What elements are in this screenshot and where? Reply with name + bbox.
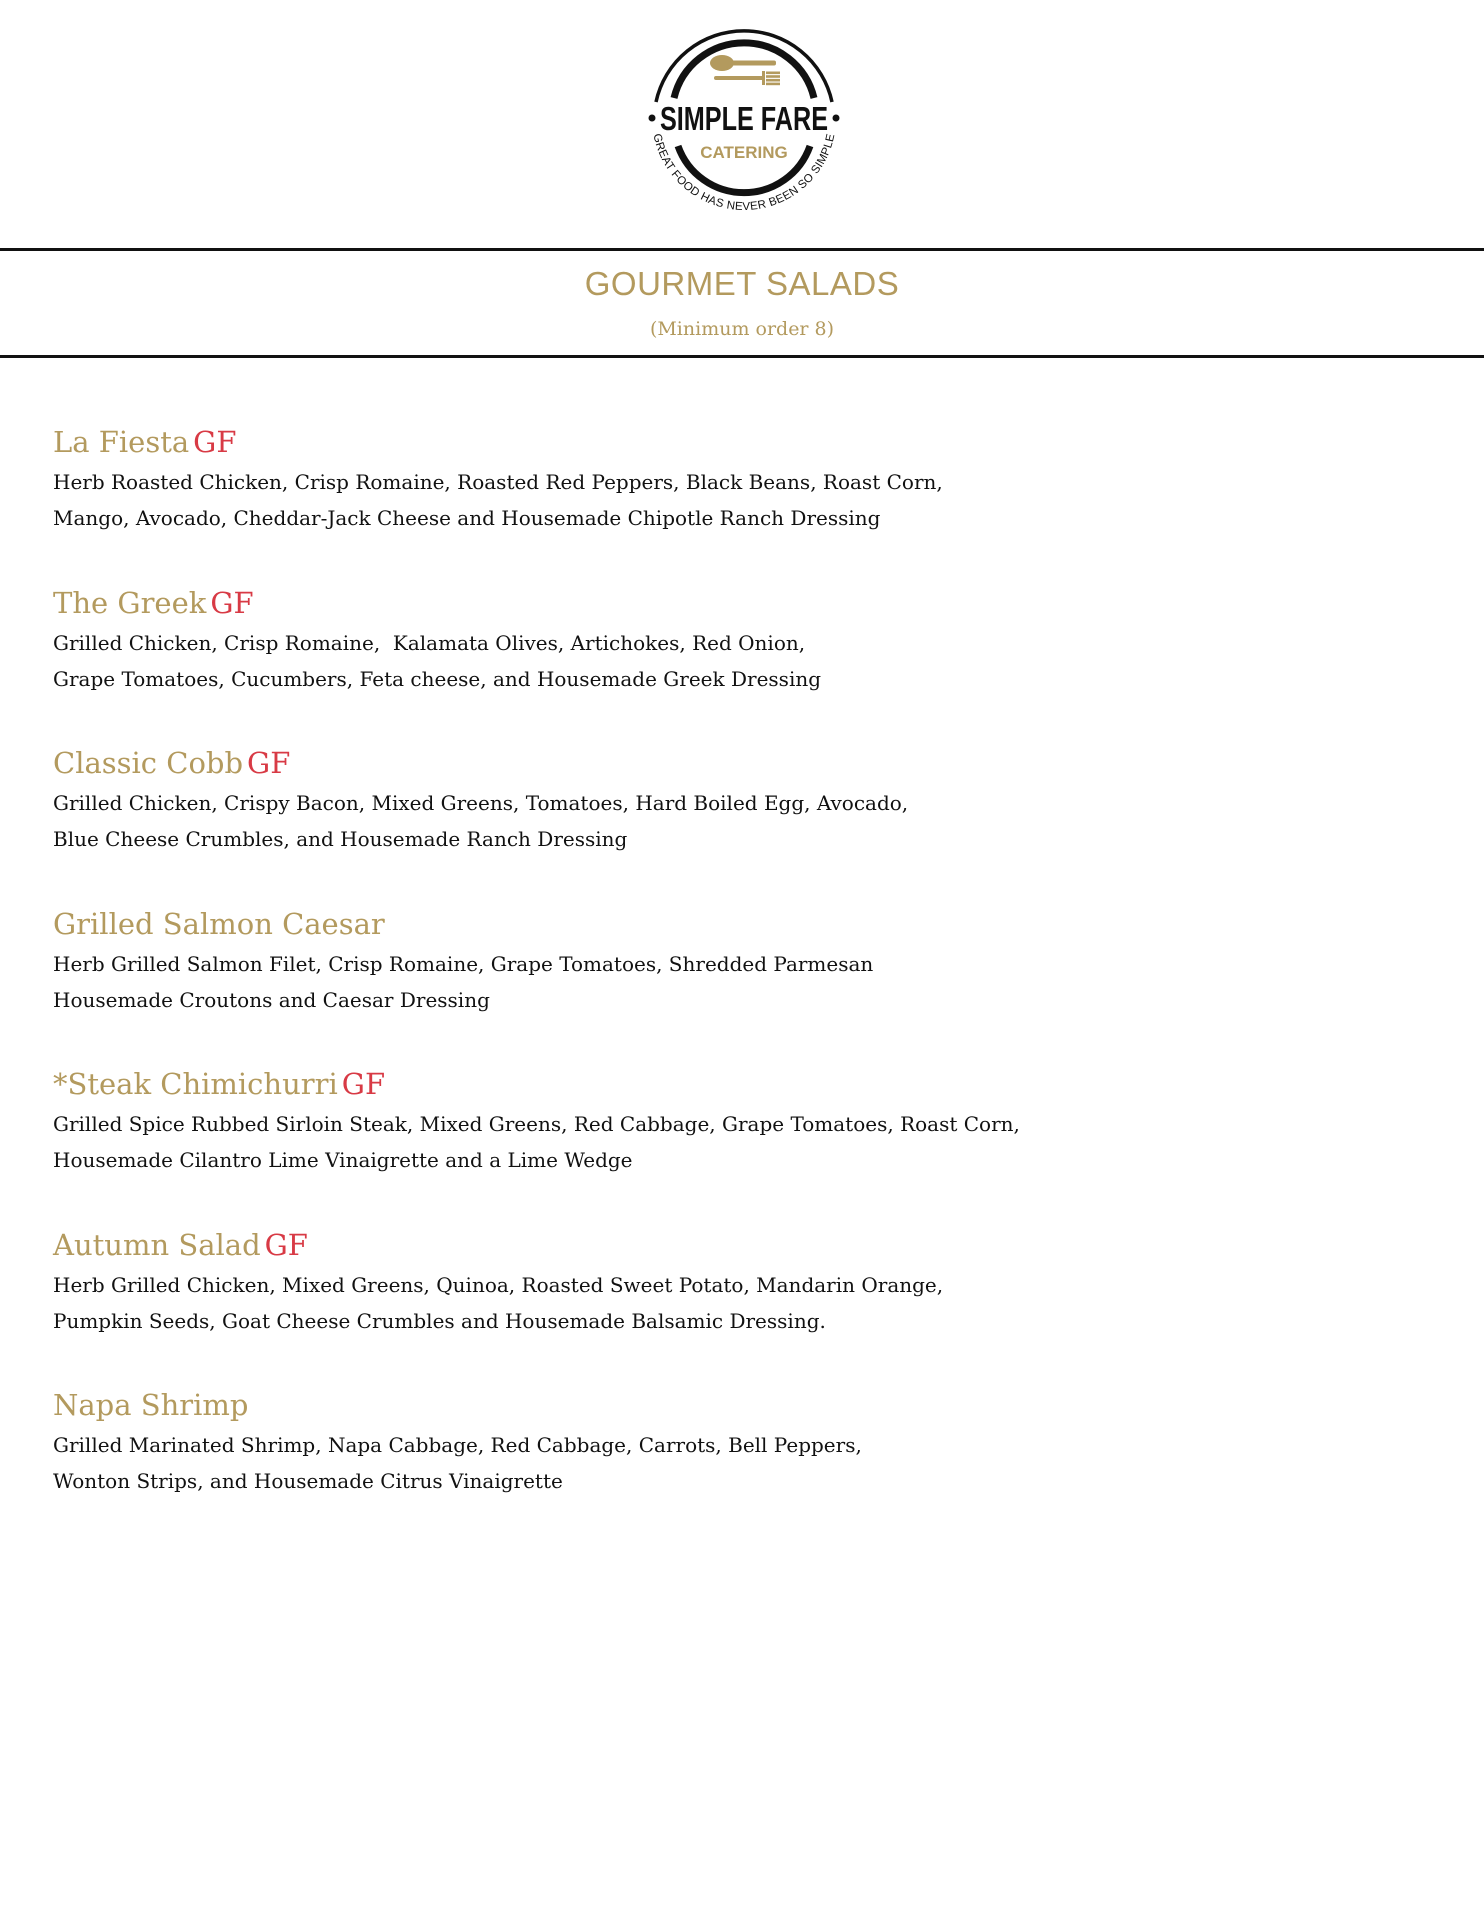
salad-menu-list <box>53 420 1153 1544</box>
menu-item-classic-cobb <box>53 741 1153 902</box>
section-title: GOURMET SALADS <box>584 265 900 302</box>
menu-item-grilled-salmon-caesar <box>53 902 1153 1063</box>
menu-item-steak-chimichurri <box>53 1062 1153 1223</box>
menu-item-description: Grilled Chicken, Crisp Romaine, Kalamata Olives, Artichokes, Red Onion, <box>53 630 806 655</box>
menu-item-name: Classic Cobb GF <box>53 746 291 780</box>
logo-sub-text: CATERING <box>700 143 788 162</box>
menu-item-autumn-salad <box>53 1223 1153 1384</box>
menu-item-description: Grilled Spice Rubbed Sirloin Steak, Mixed Greens, Red Cabbage, Grape Tomatoes, Roast Corn, <box>53 1112 1020 1136</box>
gluten-free-badge: GF <box>264 1227 308 1262</box>
menu-item-napa-shrimp <box>53 1383 1153 1544</box>
menu-item-description: Grilled Marinated Shrimp, Napa Cabbage, Red Cabbage, Carrots, Bell Peppers, <box>53 1433 862 1457</box>
logo-tagline: GREAT FOOD HAS NEVER BEEN SO SIMPLE <box>650 132 838 214</box>
menu-item-description: Herb Roasted Chicken, Crisp Romaine, Roasted Red Peppers, Black Beans, Roast Corn, <box>53 470 943 494</box>
menu-item-description: Pumpkin Seeds, Goat Cheese Crumbles and Housemade Balsamic Dressing. <box>53 1308 826 1333</box>
menu-item-description: Grape Tomatoes, Cucumbers, Feta cheese, and Housemade Greek Dressing <box>53 666 822 691</box>
gluten-free-badge: GF <box>247 746 291 780</box>
menu-item-name: The Greek GF <box>53 585 254 620</box>
menu-item-description: Housemade Croutons and Caesar Dressing <box>53 987 490 1012</box>
menu-item-description: Mango, Avocado, Cheddar-Jack Cheese and Housemade Chipotle Ranch Dressing <box>53 506 881 530</box>
menu-item-description: Housemade Cilantro Lime Vinaigrette and a Lime Wedge <box>53 1148 633 1172</box>
menu-item-description: Blue Cheese Crumbles, and Housemade Ranch Dressing <box>53 827 628 851</box>
menu-item-name: *Steak Chimichurri GF <box>53 1067 386 1101</box>
menu-item-description: Herb Grilled Chicken, Mixed Greens, Quinoa, Roasted Sweet Potato, Mandarin Orange, <box>53 1272 944 1297</box>
menu-item-name: Grilled Salmon Caesar <box>53 906 385 941</box>
gluten-free-badge: GF <box>193 425 237 459</box>
menu-item-description: Grilled Chicken, Crispy Bacon, Mixed Greens, Tomatoes, Hard Boiled Egg, Avocado, <box>53 791 909 815</box>
header-rule-top <box>0 248 1484 251</box>
menu-item-name: Autumn Salad GF <box>53 1227 308 1262</box>
menu-item-name: Napa Shrimp <box>53 1388 249 1422</box>
gluten-free-badge: GF <box>210 585 254 620</box>
section-subtitle: (Minimum order 8) <box>649 318 835 340</box>
simple-fare-logo <box>634 6 854 228</box>
menu-item-la-fiesta <box>53 420 1153 581</box>
logo-brand-text: SIMPLE FARE <box>660 100 828 137</box>
menu-item-description: Wonton Strips, and Housemade Citrus Vinaigrette <box>53 1469 563 1493</box>
menu-item-the-greek <box>53 581 1153 742</box>
gluten-free-badge: GF <box>341 1067 386 1101</box>
menu-item-name: La Fiesta GF <box>53 425 237 459</box>
menu-item-description: Herb Grilled Salmon Filet, Crisp Romaine, Grape Tomatoes, Shredded Parmesan <box>53 951 874 976</box>
header-rule-bottom <box>0 355 1484 358</box>
